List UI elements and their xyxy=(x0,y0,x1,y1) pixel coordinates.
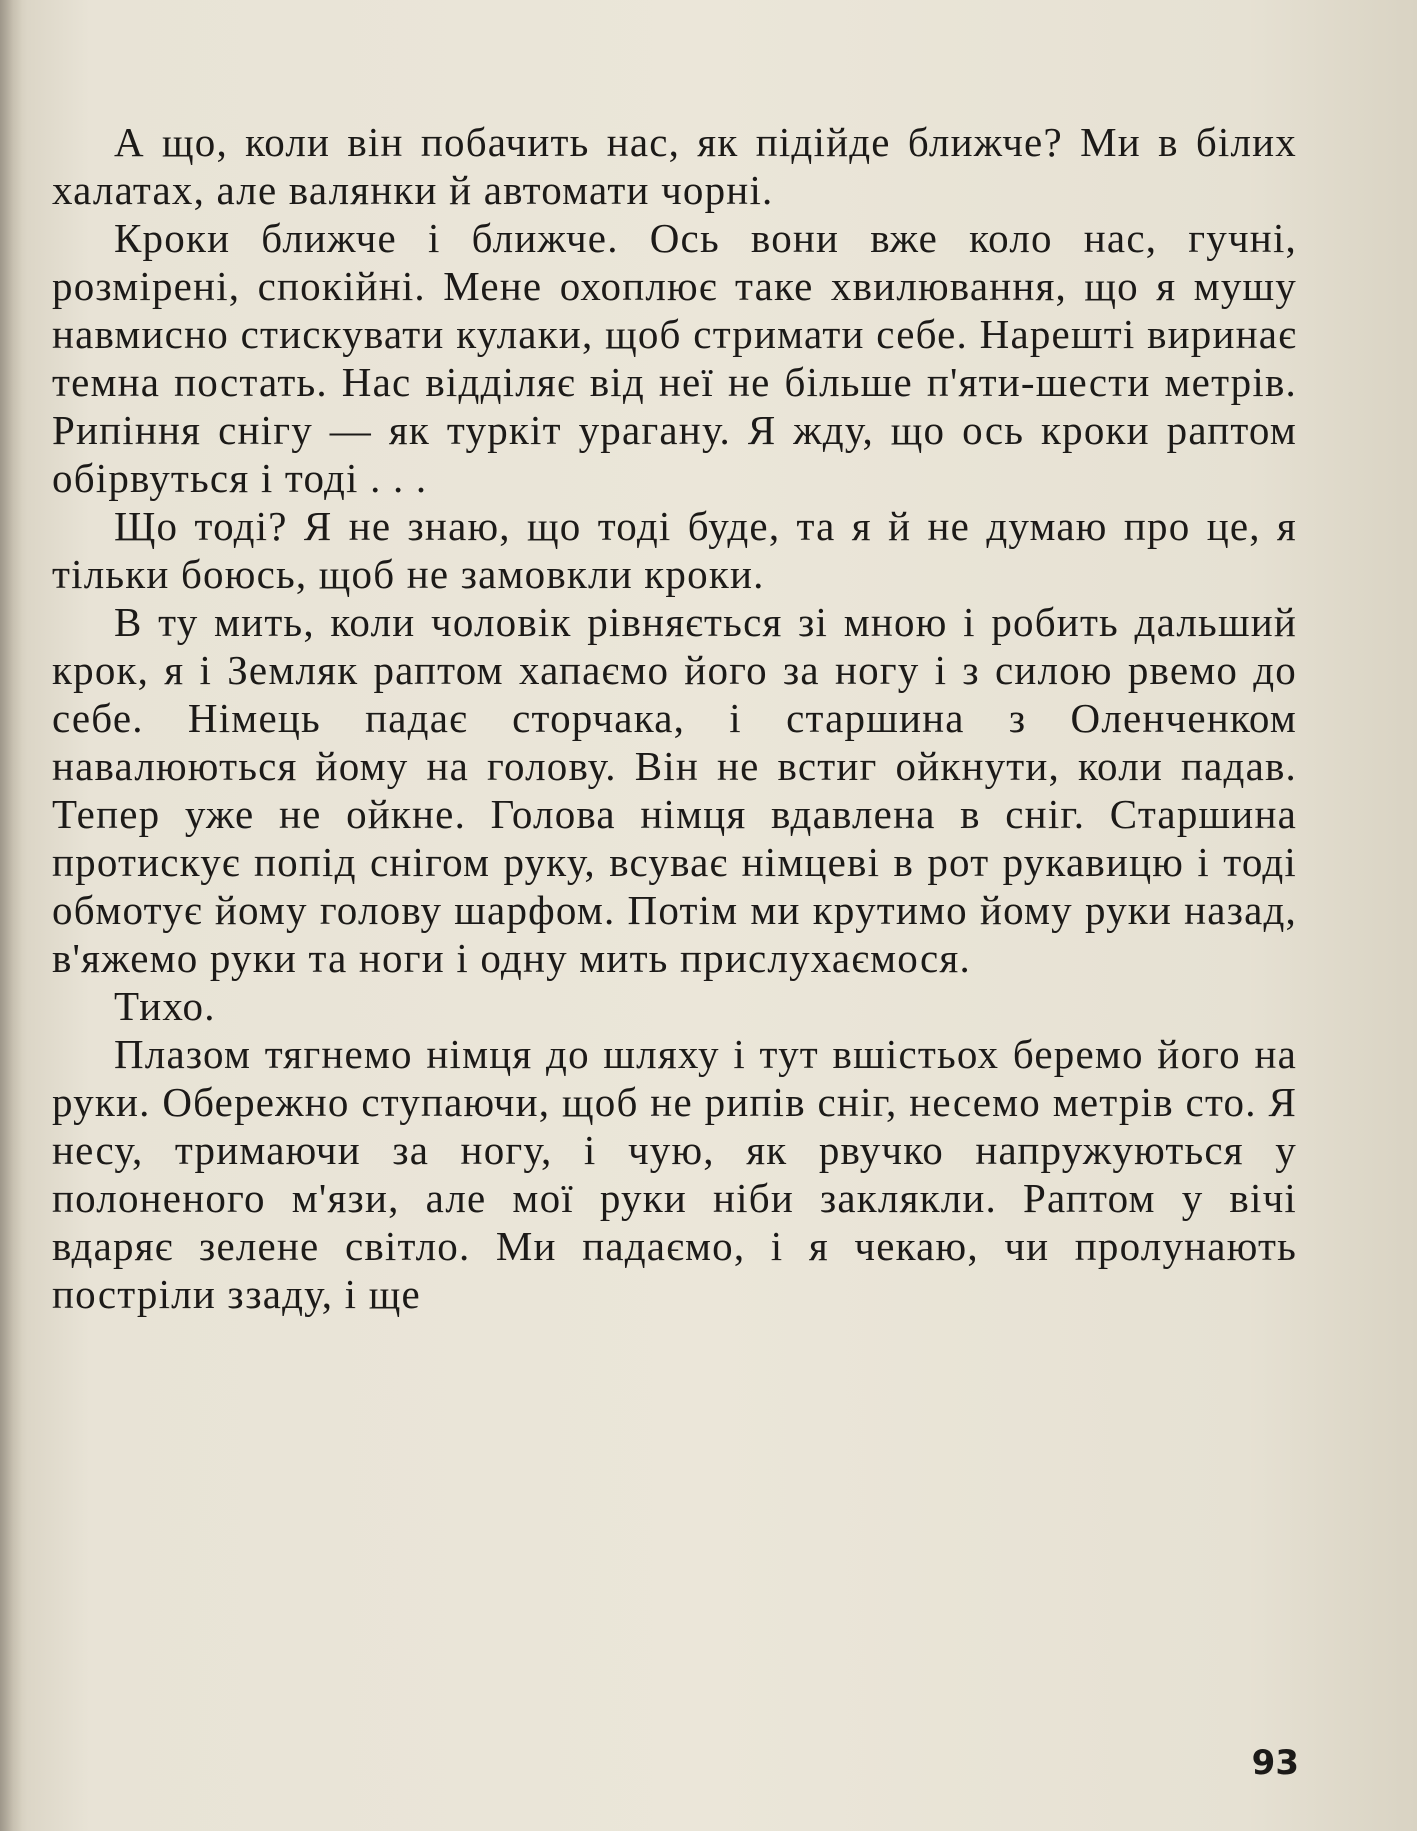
paragraph-6: Плазом тягнемо німця до шляху і тут вшістьох беремо його на руки. Обережно ступаючи, щоб не рипів сніг, несемо метрів сто. Я несу, тримаючи за ногу, і чую, як рвучко напружуються у полоненого м'язи, але мої руки ніби заклякли. Раптом у вічі вдаряє зелене світло. Ми падаємо, і я чекаю, чи пролунають постріли ззаду, і ще xyxy=(52,1031,1297,1317)
paragraph-5: Тихо. xyxy=(114,983,216,1029)
body-text xyxy=(52,118,1297,1318)
paragraph-4: В ту мить, коли чоловік рівняється зі мною і робить дальший крок, я і Земляк раптом хапаємо його за ногу і з силою рвемо до себе. Німець падає сторчака, і старшина з Оленченком навалюються йому на голову. Він не встиг ойкнути, коли падав. Тепер уже не ойкне. Голова німця вдавлена в сніг. Старшина протискує попід снігом руку, всуває німцеві в рот рукавицю і тоді обмотує йому голову шарфом. Потім ми крутимо йому руки назад, в'яжемо руки та ноги і одну мить прислухаємося. xyxy=(52,599,1297,981)
paragraph-2: Кроки ближче і ближче. Ось вони вже коло нас, гучні, розмірені, спокійні. Мене охоплює таке хвилювання, що я мушу навмисно стискувати кулаки, щоб стримати себе. Нарешті виринає темна постать. Нас відділяє від неї не більше п'яти-шести метрів. Рипіння снігу — як туркіт урагану. Я жду, що ось кроки раптом обірвуться і тоді . . . xyxy=(52,215,1297,501)
page-spine-shadow xyxy=(0,0,22,1831)
page-number: 93 xyxy=(1251,1743,1299,1783)
paragraph-1: А що, коли він побачить нас, як підійде ближче? Ми в білих халатах, але валянки й автомати чорні. xyxy=(52,119,1297,213)
paragraph-3: Що тоді? Я не знаю, що тоді буде, та я й не думаю про це, я тільки боюсь, щоб не замовкли кроки. xyxy=(52,503,1297,597)
